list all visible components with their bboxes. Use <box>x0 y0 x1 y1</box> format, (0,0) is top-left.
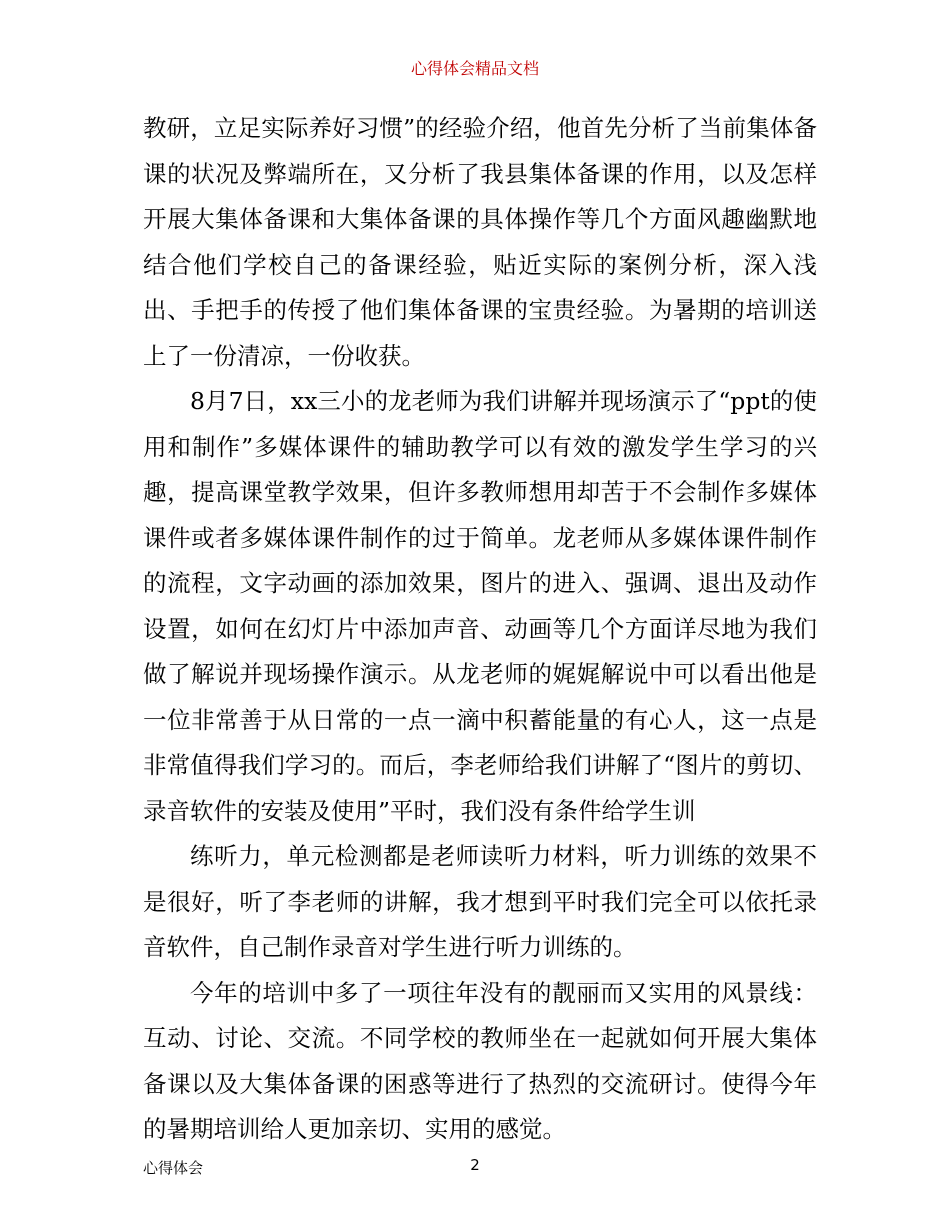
paragraph-listening-training: 练听力，单元检测都是老师读听力材料，听力训练的效果不是很好，听了李老师的讲解，我才想到平时我们完全可以依托录音软件，自己制作录音对学生进行听力训练的。 <box>143 842 817 961</box>
paragraph-ppt-training: 8月7日，xx三小的龙老师为我们讲解并现场演示了“ppt的使用和制作”多媒体课件的辅助教学可以有效的激发学生学习的兴趣，提高课堂教学效果，但许多教师想用却苦于不会制作多媒体课件或者多媒体课件制作的过于简单。龙老师从多媒体课件制作的流程，文字动画的添加效果，图片的进入、强调、退出及动作设置，如何在幻灯片中添加声音、动画等几个方面详尽地为我们做了解说并现场操作演示。从龙老师的娓娓解说中可以看出他是一位非常善于从日常的一点一滴中积蓄能量的有心人，这一点是非常值得我们学习的。而后，李老师给我们讲解了“图片的剪切、录音软件的安装及使用”平时，我们没有条件给学生训 <box>143 387 817 825</box>
footer-label: 心得体会 <box>143 1159 204 1177</box>
paragraph-interaction: 今年的培训中多了一项往年没有的靓丽而又实用的风景线：互动、讨论、交流。不同学校的教师坐在一起就如何开展大集体备课以及大集体备课的困惑等进行了热烈的交流研讨。使得今年的暑期培训给人更加亲切、实用的感觉。 <box>143 978 817 1143</box>
document-body <box>143 106 817 1153</box>
document-header-title: 心得体会精品文档 <box>410 59 539 78</box>
page-number: 2 <box>470 1156 480 1174</box>
paragraph-continuation: 教研，立足实际养好习惯”的经验介绍，他首先分析了当前集体备课的状况及弊端所在，又分析了我县集体备课的作用，以及怎样开展大集体备课和大集体备课的具体操作等几个方面风趣幽默地结合他们学校自己的备课经验，贴近实际的案例分析，深入浅出、手把手的传授了他们集体备课的宝贵经验。为暑期的培训送上了一份清凉，一份收获。 <box>143 114 817 370</box>
